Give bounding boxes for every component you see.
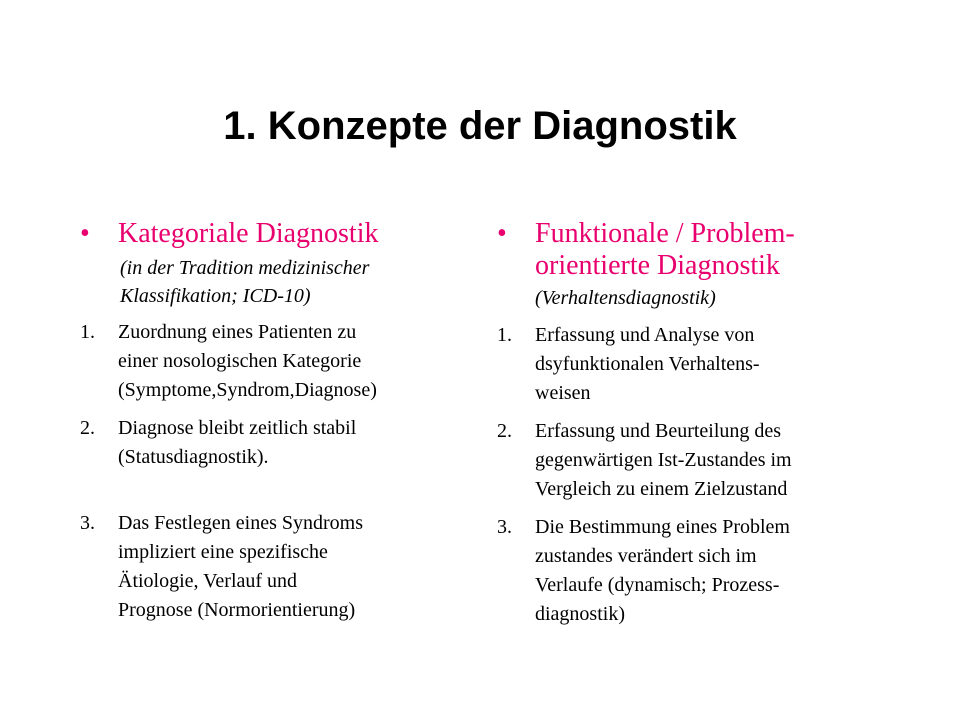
right-item-2-line-3: Vergleich zu einem Zielzustand (535, 478, 788, 500)
right-subtitle: (Verhaltensdiagnostik) (535, 287, 716, 309)
right-heading (497, 218, 897, 282)
right-column (497, 218, 897, 629)
left-item-3-number: 3. (80, 512, 95, 534)
left-item-2-number: 2. (80, 417, 95, 439)
right-item-2 (497, 417, 897, 504)
left-heading (80, 218, 480, 250)
left-subtitle-line-2: Klassifikation; ICD-10) (120, 285, 311, 307)
left-item-2 (80, 414, 480, 472)
slide-title: 1. Konzepte der Diagnostik (223, 104, 737, 148)
left-subtitle-line-1: (in der Tradition medizinischer (120, 257, 370, 279)
left-item-3-line-2: impliziert eine spezifische (118, 541, 328, 563)
left-item-2-line-1: Diagnose bleibt zeitlich stabil (118, 417, 357, 439)
left-item-2-line-2: (Statusdiagnostik). (118, 446, 269, 468)
right-item-3-line-4: diagnostik) (535, 603, 625, 625)
left-item-3-line-1: Das Festlegen eines Syndroms (118, 512, 363, 534)
right-item-2-line-1: Erfassung und Beurteilung des (535, 420, 782, 442)
right-item-3-number: 3. (497, 516, 512, 538)
right-item-3-line-3: Verlaufe (dynamisch; Prozess- (535, 574, 780, 596)
left-item-3 (80, 509, 480, 625)
right-item-2-number: 2. (497, 420, 512, 442)
right-item-3-line-1: Die Bestimmung eines Problem (535, 516, 790, 538)
right-bullet: • (497, 218, 507, 249)
right-heading-line-2: orientierte Diagnostik (535, 250, 780, 281)
right-item-3 (497, 513, 897, 629)
right-heading-line-1: Funktionale / Problem- (535, 218, 795, 249)
left-column (80, 218, 480, 625)
left-bullet: • (80, 218, 90, 249)
left-item-3-line-4: Prognose (Normorientierung) (118, 599, 356, 621)
left-item-1-line-2: einer nosologischen Kategorie (118, 350, 362, 372)
left-item-3-line-3: Ätiologie, Verlauf und (118, 570, 298, 592)
right-item-1-line-2: dsyfunktionalen Verhaltens- (535, 353, 760, 375)
left-item-1-line-3: (Symptome,Syndrom,Diagnose) (118, 379, 377, 401)
right-item-1-line-3: weisen (535, 382, 591, 404)
left-item-1-line-1: Zuordnung eines Patienten zu (118, 321, 357, 343)
left-heading-text: Kategoriale Diagnostik (118, 218, 379, 249)
right-item-1-line-1: Erfassung und Analyse von (535, 324, 755, 346)
right-item-2-line-2: gegenwärtigen Ist-Zustandes im (535, 449, 792, 471)
left-item-1 (80, 318, 480, 405)
right-item-1 (497, 321, 897, 408)
right-item-1-number: 1. (497, 324, 512, 346)
left-subtitle (80, 254, 480, 310)
right-item-3-line-2: zustandes verändert sich im (535, 545, 757, 567)
left-item-1-number: 1. (80, 321, 95, 343)
